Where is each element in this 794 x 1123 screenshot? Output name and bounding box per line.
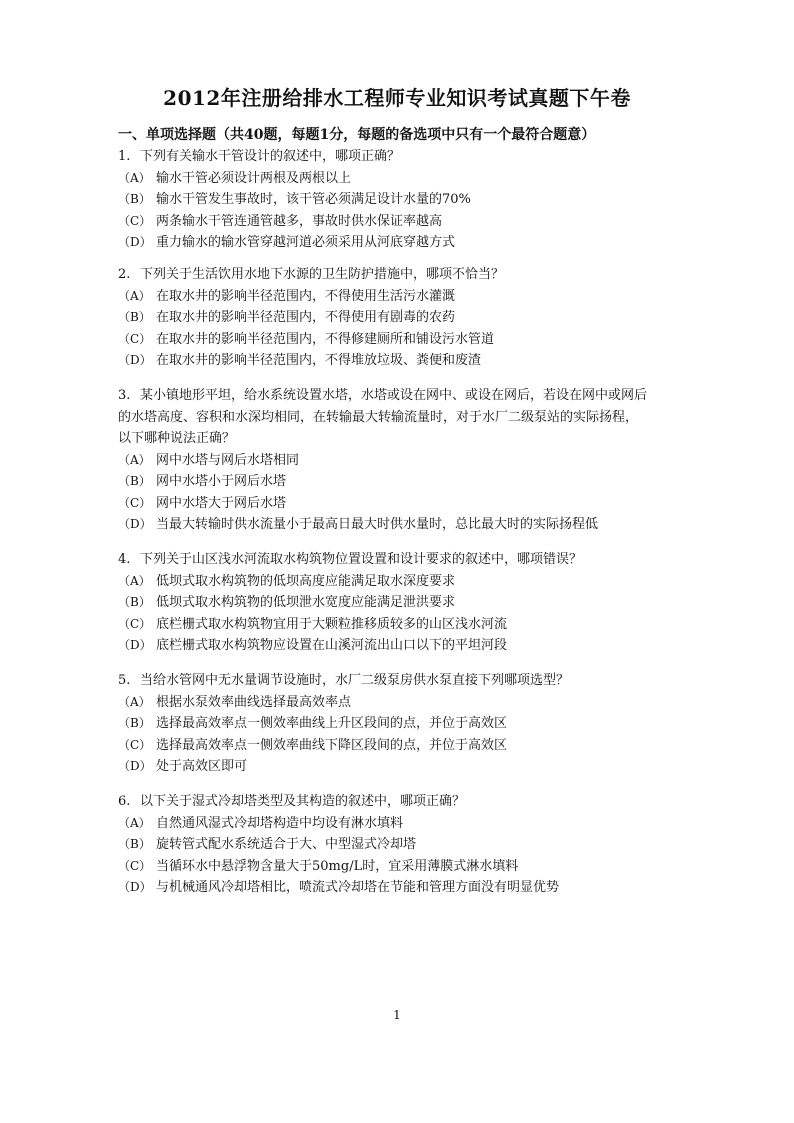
option-label: （D） (118, 880, 152, 894)
option-d (118, 635, 698, 657)
option-label: （D） (118, 638, 152, 652)
option-text: 与机械通风冷却塔相比，喷流式冷却塔在节能和管理方面没有明显优势 (156, 880, 560, 895)
option-label: （A） (118, 170, 151, 185)
option-b (118, 307, 698, 329)
option-text: 低坝式取水构筑物的低坝泄水宽度应能满足泄洪要求 (156, 595, 456, 610)
question-3 (118, 385, 698, 536)
option-a (118, 813, 698, 835)
option-a (118, 286, 698, 308)
option-c (118, 856, 698, 878)
option-label: （B） (118, 595, 151, 609)
question-stem (118, 385, 698, 407)
question-number: 1. (118, 149, 131, 164)
option-label: （B） (118, 310, 151, 324)
option-text: 自然通风湿式冷却塔构造中均设有淋水填料 (156, 815, 404, 831)
option-text: 在取水井的影响半径范围内，不得使用有剧毒的农药 (156, 310, 456, 325)
option-b (118, 189, 698, 211)
option-label: （B） (118, 837, 151, 851)
option-d (118, 514, 698, 536)
option-text: 底栏栅式取水构筑物应设置在山溪河流出山口以下的平坦河段 (156, 638, 508, 653)
option-label: （D） (118, 517, 152, 531)
option-text: 在取水井的影响半径范围内，不得修建厕所和铺设污水管道 (156, 331, 495, 347)
question-stem (118, 670, 698, 692)
option-text: 当循环水中悬浮物含量大于50mg/L时，宜采用薄膜式淋水填料 (156, 858, 519, 874)
option-b (118, 471, 698, 493)
option-c (118, 493, 698, 515)
question-number: 3. (118, 388, 131, 403)
option-d (118, 350, 698, 372)
option-a (118, 692, 698, 714)
option-b (118, 592, 698, 614)
question-stem (118, 264, 698, 286)
option-text: 底栏栅式取水构筑物宜用于大颗粒推移质较多的山区浅水河流 (156, 616, 508, 632)
option-label: （D） (118, 353, 152, 367)
option-label: （B） (118, 474, 151, 488)
option-a (118, 168, 698, 190)
option-text: 重力输水的输水管穿越河道必须采用从河底穿越方式 (156, 235, 456, 250)
option-label: （B） (118, 716, 151, 730)
option-b (118, 834, 698, 856)
option-text: 根据水泵效率曲线选择最高效率点 (156, 694, 352, 710)
option-label: （C） (118, 331, 152, 346)
option-label: （C） (118, 213, 152, 228)
question-text: 当给水管网中无水量调节设施时，水厂二级泵房供水泵直接下列哪项选型？ (140, 673, 570, 688)
question-number: 5. (118, 673, 131, 688)
question-number: 6. (118, 794, 131, 809)
question-stem (118, 549, 698, 571)
option-text: 在取水井的影响半径范围内，不得使用生活污水灌溉 (156, 288, 456, 304)
option-d (118, 756, 698, 778)
option-text: 两条输水干管连通管越多，事故时供水保证率越高 (156, 213, 443, 229)
option-label: （A） (118, 452, 151, 467)
question-text: 下列关于山区浅水河流取水构筑物位置设置和设计要求的叙述中，哪项错误？ (140, 552, 583, 567)
question-text: 以下关于湿式冷却塔类型及其构造的叙述中，哪项正确？ (140, 794, 466, 809)
question-stem (118, 791, 698, 813)
option-text: 处于高效区即可 (156, 759, 248, 774)
question-text: 下列关于生活饮用水地下水源的卫生防护措施中，哪项不恰当？ (140, 267, 505, 282)
page-title: 2012年注册给排水工程师专业知识考试真题下午卷 (163, 86, 631, 110)
option-text: 网中水塔与网后水塔相同 (156, 452, 300, 468)
option-text: 网中水塔小于网后水塔 (156, 474, 287, 489)
option-c (118, 329, 698, 351)
option-label: （C） (118, 495, 152, 510)
page-number: 1 (393, 1008, 401, 1022)
option-c (118, 614, 698, 636)
option-label: （B） (118, 192, 151, 206)
question-text-continued: 以下哪种说法正确？ (118, 431, 236, 446)
question-2 (118, 264, 698, 372)
section-heading: 一、单项选择题（共40题，每题1分，每题的备选项中只有一个最符合题意） (118, 127, 596, 143)
option-c (118, 735, 698, 757)
option-d (118, 232, 698, 254)
option-label: （C） (118, 616, 152, 631)
option-text: 低坝式取水构筑物的低坝高度应能满足取水深度要求 (156, 573, 456, 589)
option-b (118, 713, 698, 735)
option-text: 输水干管发生事故时，该干管必须满足设计水量的70% (156, 192, 471, 207)
question-5 (118, 670, 698, 778)
option-label: （A） (118, 573, 151, 588)
option-text: 网中水塔大于网后水塔 (156, 495, 287, 511)
option-label: （A） (118, 815, 151, 830)
question-6 (118, 791, 698, 899)
question-text: 下列有关输水干管设计的叙述中，哪项正确？ (140, 149, 401, 164)
question-stem (118, 146, 698, 168)
option-label: （A） (118, 288, 151, 303)
option-text: 选择最高效率点一侧效率曲线上升区段间的点，并位于高效区 (156, 716, 508, 731)
option-a (118, 450, 698, 472)
option-c (118, 211, 698, 233)
option-label: （D） (118, 759, 152, 773)
option-d (118, 877, 698, 899)
option-label: （A） (118, 694, 151, 709)
option-label: （C） (118, 858, 152, 873)
question-number: 2. (118, 267, 131, 282)
option-label: （C） (118, 737, 152, 752)
option-text: 在取水井的影响半径范围内，不得堆放垃圾、粪便和废渣 (156, 353, 482, 368)
question-4 (118, 549, 698, 657)
question-text-continued: 的水塔高度、容积和水深均相同，在转输最大转输流量时，对于水厂二级泵站的实际扬程， (118, 409, 639, 425)
question-number: 4. (118, 552, 131, 567)
option-a (118, 571, 698, 593)
question-text: 某小镇地形平坦，给水系统设置水塔，水塔或设在网中、或设在网后，若设在网中或网后 (140, 388, 648, 403)
option-text: 当最大转输时供水流量小于最高日最大时供水量时，总比最大时的实际扬程低 (156, 517, 599, 532)
option-text: 输水干管必须设计两根及两根以上 (156, 170, 352, 186)
option-text: 旋转管式配水系统适合于大、中型湿式冷却塔 (156, 837, 417, 852)
question-1 (118, 146, 698, 254)
option-text: 选择最高效率点一侧效率曲线下降区段间的点，并位于高效区 (156, 737, 508, 753)
option-label: （D） (118, 235, 152, 249)
